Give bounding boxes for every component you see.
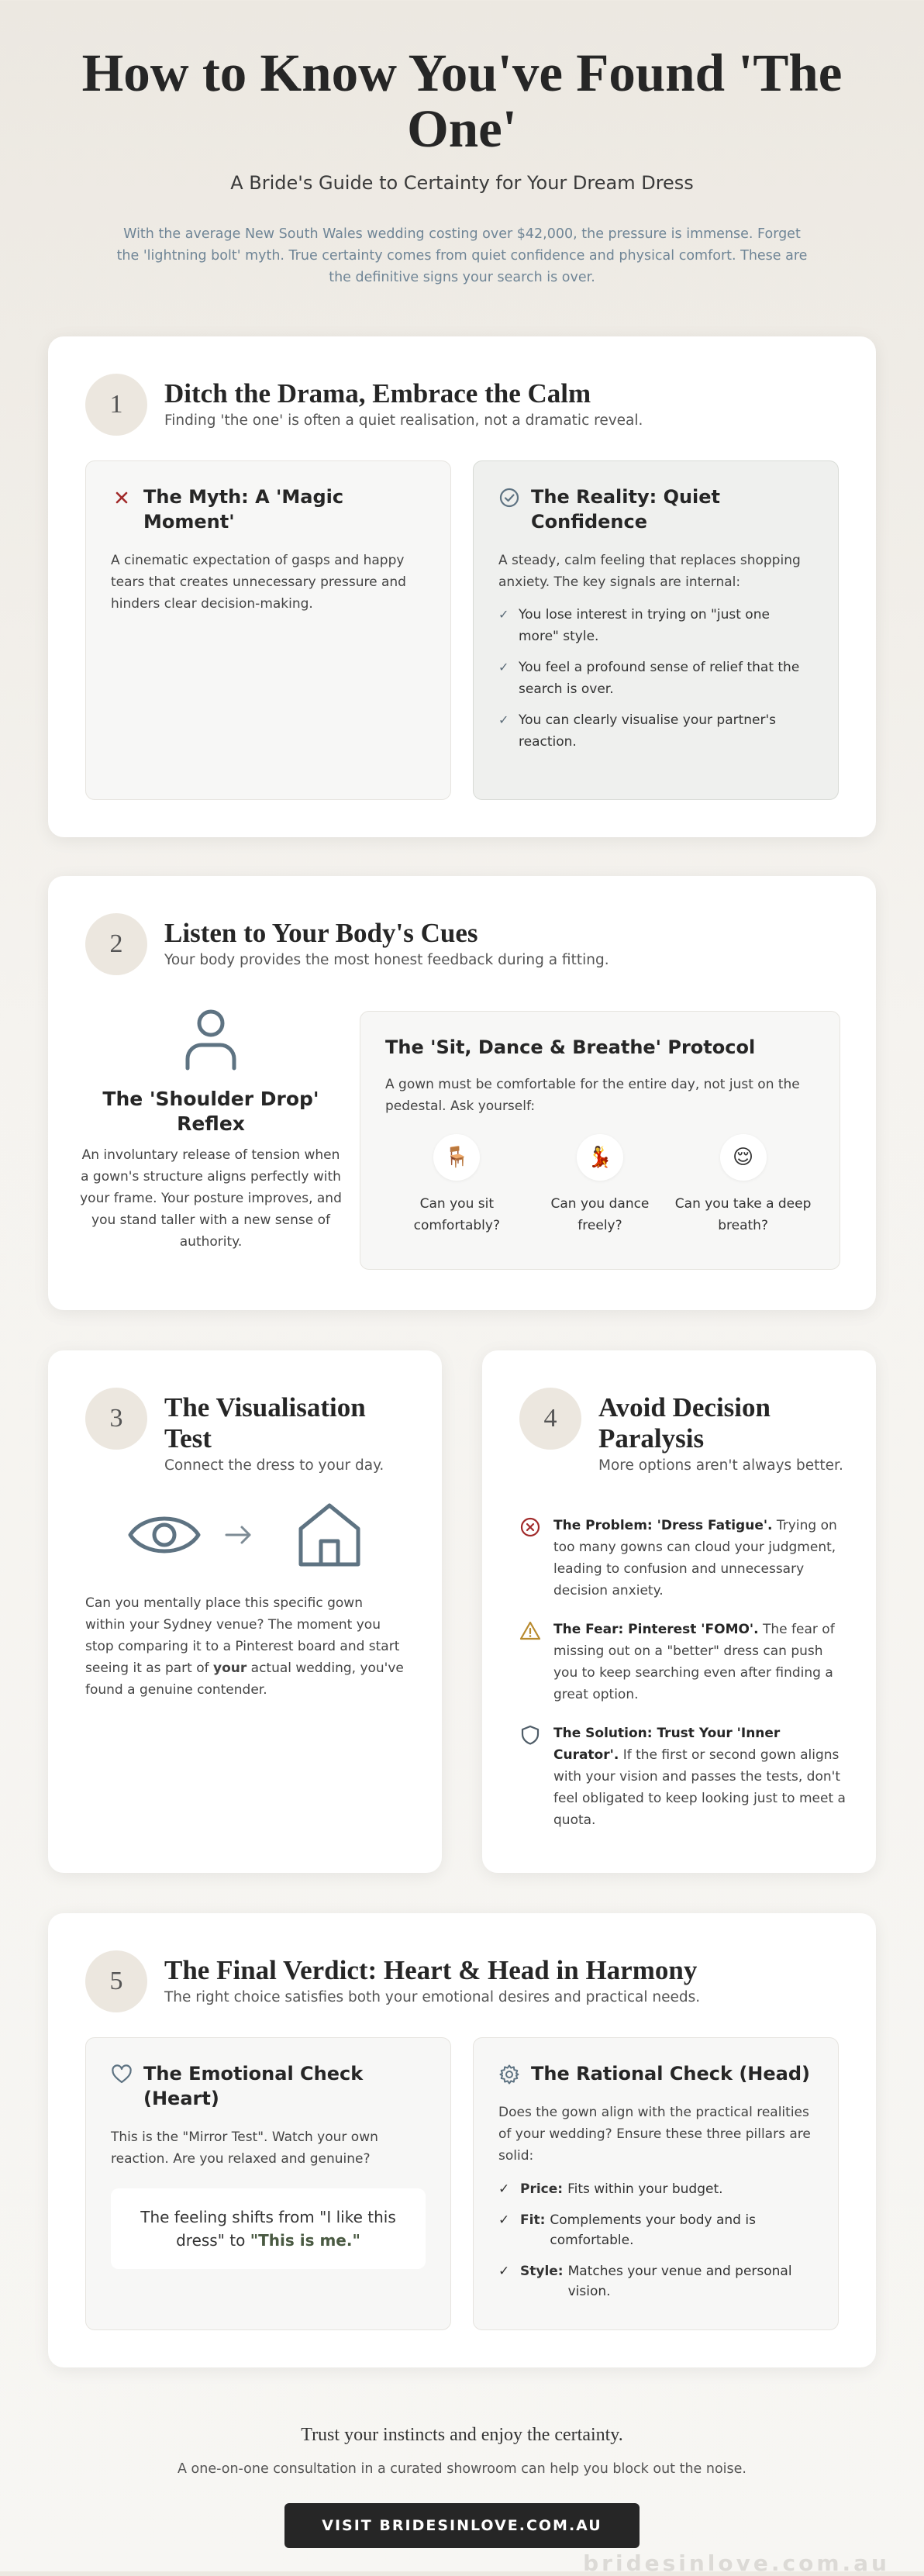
question-dance: 💃 Can you dance freely? xyxy=(529,1134,672,1236)
page-footer xyxy=(0,2425,924,2548)
list-item: The Problem: 'Dress Fatigue'. Trying on too many gowns can cloud your judgment, leading to confusion and unnecessary decision anxiety. xyxy=(519,1515,846,1602)
reality-text: A steady, calm feeling that replaces shopping anxiety. The key signals are internal: xyxy=(498,553,801,590)
rational-check-title: The Rational Check (Head) xyxy=(531,2063,811,2085)
section-5-header xyxy=(85,1950,700,2012)
list-item: The Solution: Trust Your 'Inner Curator'. If the first or second gown aligns with your vision and passes the tests, don't feel obligated to keep looking just to meet a quota. xyxy=(519,1723,846,1831)
section-3-card xyxy=(48,1350,442,1873)
rational-check-text: Does the gown align with the practical realities of your wedding? Ensure these three pillars are solid: xyxy=(498,2105,811,2164)
check-icon: ✓ xyxy=(498,2264,510,2279)
list-item: ✓ You lose interest in trying on "just one more" style. xyxy=(498,604,813,647)
check-circle-icon xyxy=(498,487,520,509)
section-title: The Final Verdict: Heart & Head in Harmony xyxy=(164,1955,698,1985)
reality-signal-list xyxy=(498,604,813,753)
protocol-question-row xyxy=(385,1134,815,1236)
section-subtitle: Connect the dress to your day. xyxy=(164,1457,384,1474)
protocol-panel xyxy=(360,1011,840,1270)
section-5-card xyxy=(48,1913,876,2367)
arrow-right-icon xyxy=(223,1522,254,1550)
protocol-text: A gown must be comfortable for the entire day, not just on the pedestal. Ask yourself: xyxy=(385,1077,800,1114)
closing-statement: Trust your instincts and enjoy the certainty. xyxy=(301,2425,623,2445)
section-number-badge: 1 xyxy=(85,374,147,436)
question-breathe: 😌 Can you take a deep breath? xyxy=(671,1134,815,1236)
check-icon: ✓ xyxy=(498,2212,510,2228)
dancer-icon: 💃 xyxy=(577,1134,623,1181)
warning-icon xyxy=(519,1620,541,1642)
reality-panel xyxy=(473,460,839,800)
intro-paragraph: With the average New South Wales wedding costing over $42,000, the pressure is immense. Forget the 'lightning bolt' myth. True certainty comes from quiet confidence and physical comfort. These are the definitive signs your search is over. xyxy=(116,226,808,285)
section-number-badge: 2 xyxy=(85,913,147,975)
mirror-test-quote: The feeling shifts from "I like this dress" to "This is me." xyxy=(111,2188,426,2269)
reflex-title: The 'Shoulder Drop' Reflex xyxy=(102,1088,319,1135)
consultation-note: A one-on-one consultation in a curated showroom can help you block out the noise. xyxy=(178,2461,746,2477)
section-2-card xyxy=(48,876,876,1310)
check-icon: ✓ xyxy=(498,712,509,727)
gear-icon xyxy=(498,2064,520,2085)
myth-panel xyxy=(85,460,451,800)
paralysis-list xyxy=(519,1515,846,1848)
section-number-badge: 3 xyxy=(85,1388,147,1450)
check-icon: ✓ xyxy=(498,607,509,622)
section-1-header xyxy=(85,374,643,436)
shield-icon xyxy=(519,1724,541,1746)
visualisation-text: Can you mentally place this specific gown within your Sydney venue? The moment you stop comparing it to a Pinterest board and start seeing it as part of your actual wedding, you've found a genuine contender. xyxy=(85,1595,404,1698)
list-item: ✓ Price: Fits within your budget. xyxy=(498,2179,813,2199)
visit-website-button[interactable]: VISIT BRIDESINLOVE.COM.AU xyxy=(284,2503,640,2548)
section-title: Ditch the Drama, Embrace the Calm xyxy=(164,378,591,409)
pillar-list xyxy=(498,2179,813,2302)
section-1-card xyxy=(48,336,876,837)
check-icon: ✓ xyxy=(498,660,509,674)
section-title: Listen to Your Body's Cues xyxy=(164,918,478,948)
page-subtitle: A Bride's Guide to Certainty for Your Dream Dress xyxy=(230,172,694,194)
home-icon xyxy=(295,1499,364,1572)
close-icon xyxy=(111,487,133,509)
emotional-check-title: The Emotional Check (Heart) xyxy=(143,2063,364,2109)
reflex-text: An involuntary release of tension when a gown's structure aligns perfectly with your frame. Your posture improves, and you stand taller with a new sense of authority. xyxy=(80,1147,342,1250)
emotional-check-panel xyxy=(85,2037,451,2330)
list-item: ✓ You feel a profound sense of relief that the search is over. xyxy=(498,657,813,700)
question-sit: 🪑 Can you sit comfortably? xyxy=(385,1134,529,1236)
section-2-header xyxy=(85,913,609,975)
section-subtitle: More options aren't always better. xyxy=(598,1457,843,1474)
rational-check-panel xyxy=(473,2037,839,2330)
page-title: How to Know You've Found 'The One' xyxy=(81,43,843,158)
hero-header xyxy=(0,0,924,288)
section-3-header xyxy=(85,1388,411,1476)
visualisation-graphic xyxy=(126,1499,364,1569)
list-item: The Fear: Pinterest 'FOMO'. The fear of missing out on a "better" dress can push you to keep searching even after finding a great option. xyxy=(519,1619,846,1705)
chair-icon: 🪑 xyxy=(433,1134,480,1181)
protocol-title: The 'Sit, Dance & Breathe' Protocol xyxy=(385,1036,756,1058)
myth-text: A cinematic expectation of gasps and happy tears that creates unnecessary pressure and hinders clear decision-making. xyxy=(111,553,406,612)
myth-title: The Myth: A 'Magic Moment' xyxy=(143,486,344,533)
eye-icon xyxy=(126,1504,203,1569)
site-watermark: bridesinlove.com.au xyxy=(583,2550,890,2576)
heart-icon xyxy=(111,2064,133,2085)
section-subtitle: The right choice satisfies both your emotional desires and practical needs. xyxy=(164,1989,701,2005)
section-4-header xyxy=(519,1388,845,1476)
section-number-badge: 4 xyxy=(519,1388,581,1450)
section-title: Avoid Decision Paralysis xyxy=(598,1392,771,1454)
x-circle-icon xyxy=(519,1516,541,1538)
list-item: ✓ You can clearly visualise your partner's reaction. xyxy=(498,709,813,753)
section-number-badge: 5 xyxy=(85,1950,147,2012)
list-item: ✓ Fit: Complements your body and is comfortable. xyxy=(498,2210,813,2250)
section-subtitle: Finding 'the one' is often a quiet realisation, not a dramatic reveal. xyxy=(164,412,643,429)
reality-title: The Reality: Quiet Confidence xyxy=(531,486,721,533)
user-icon xyxy=(79,1006,343,1074)
section-4-card xyxy=(482,1350,876,1873)
relieved-face-icon: 😌 xyxy=(720,1134,767,1181)
shoulder-drop-block xyxy=(79,1006,343,1253)
section-title: The Visualisation Test xyxy=(164,1392,366,1454)
list-item: ✓ Style: Matches your venue and personal vision. xyxy=(498,2261,813,2302)
section-subtitle: Your body provides the most honest feedback during a fitting. xyxy=(164,952,609,968)
emotional-check-text: This is the "Mirror Test". Watch your own reaction. Are you relaxed and genuine? xyxy=(111,2129,378,2167)
check-icon: ✓ xyxy=(498,2181,510,2197)
